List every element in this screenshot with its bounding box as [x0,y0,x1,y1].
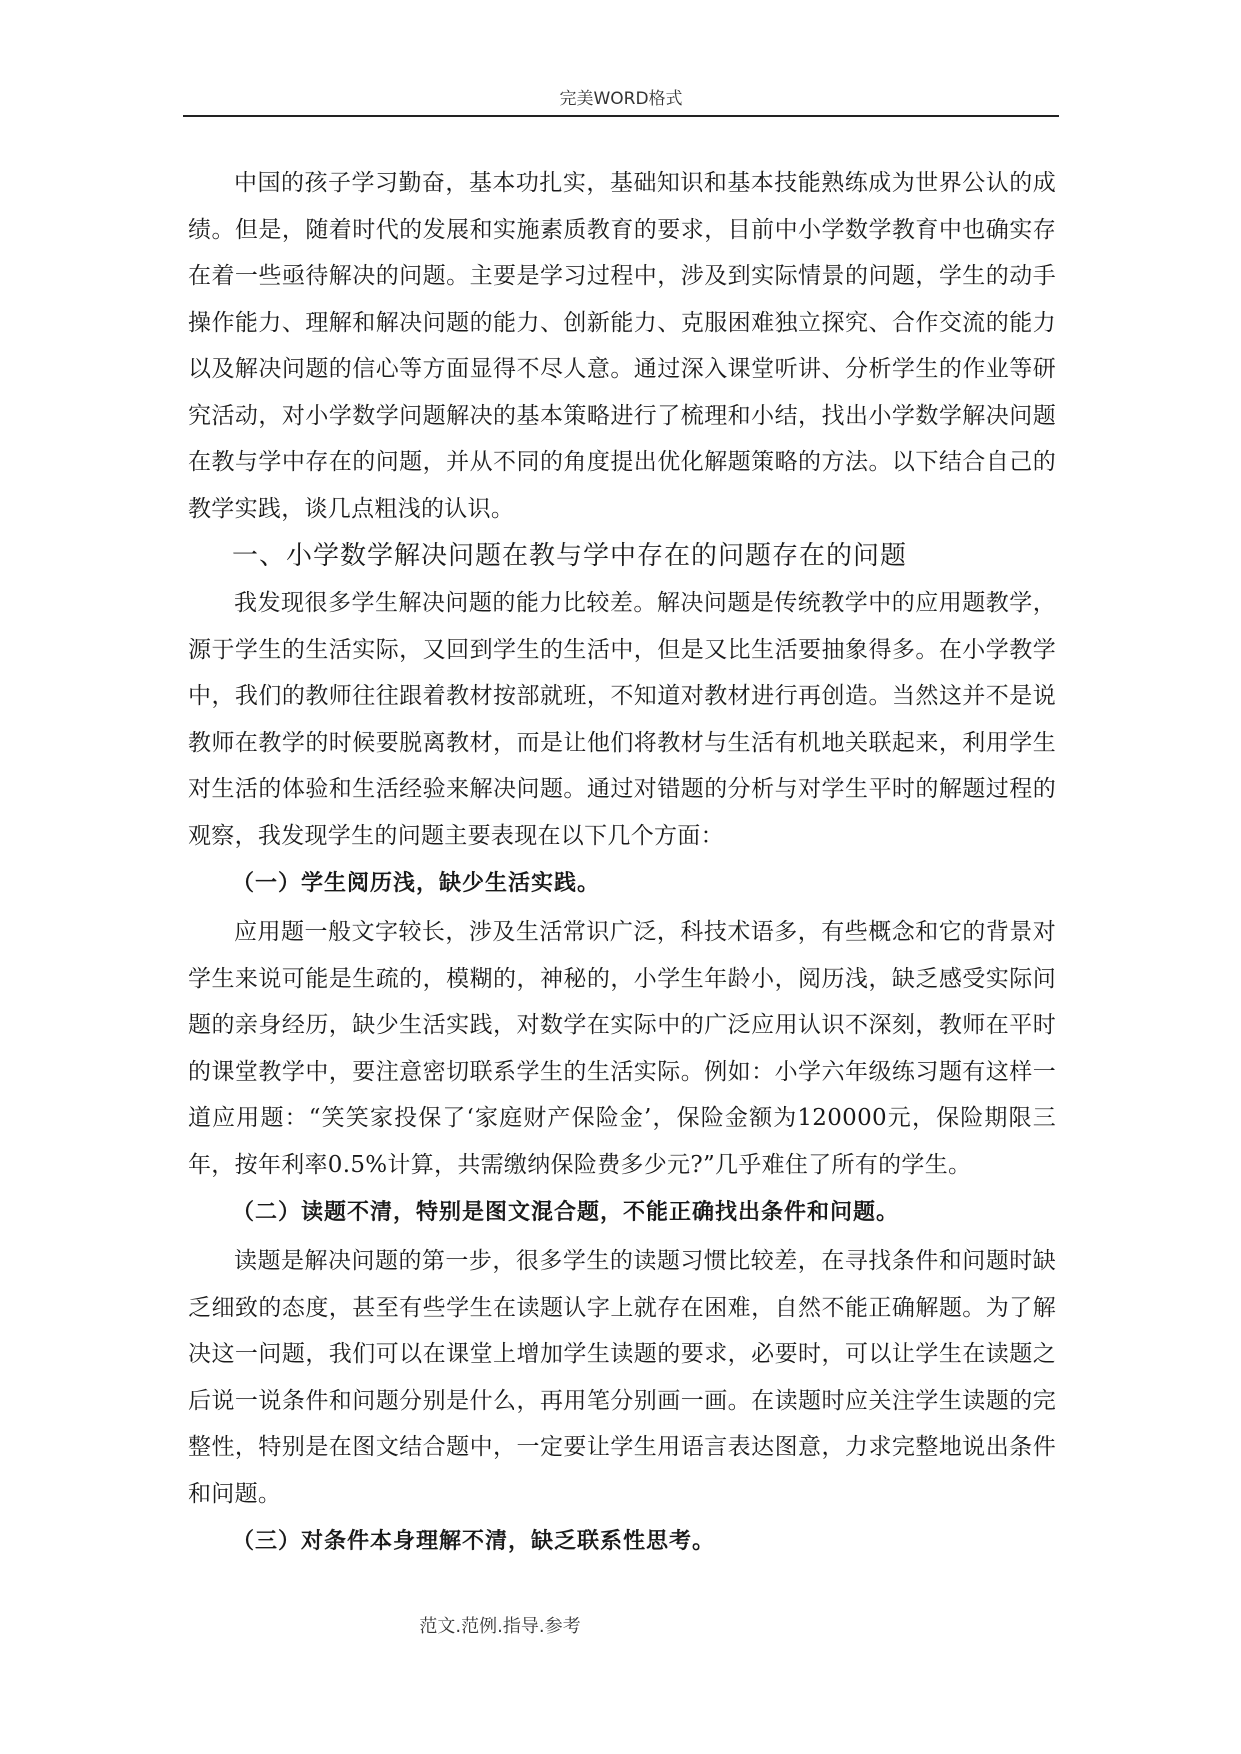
document-body [188,160,1056,1567]
page-header: 完美WORD格式 [559,89,683,109]
subsection-heading-1: （一）学生阅历浅，缺少生活实践。 [232,871,601,896]
page-footer: 范文.范例.指导.参考 [419,1616,581,1637]
subsection-paragraph-1: 应用题一般文字较长，涉及生活常识广泛，科技术语多，有些概念和它的背景对学生来说可能是生疏的，模糊的，神秘的，小学生年龄小，阅历浅，缺乏感受实际问题的亲身经历，缺少生活实践，对数学在实际中的广泛应用认识不深刻，教师在平时的课堂教学中，要注意密切联系学生的生活实际。例如：小学六年级练习题有这样一道应用题：“笑笑家投保了‘家庭财产保险金’，保险金额为120000元，保险期限三年，按年利率0.5%计算，共需缴纳保险费多少元?”几乎难住了所有的学生。 [188,919,1056,1178]
subsection-heading-2: （二）读题不清，特别是图文混合题，不能正确找出条件和问题。 [232,1200,900,1225]
header-divider [183,115,1059,117]
intro-paragraph: 中国的孩子学习勤奋，基本功扎实，基础知识和基本技能熟练成为世界公认的成绩。但是，随着时代的发展和实施素质教育的要求，目前中小学数学教育中也确实存在着一些亟待解决的问题。主要是学习过程中，涉及到实际情景的问题，学生的动手操作能力、理解和解决问题的能力、创新能力、克服困难独立探究、合作交流的能力以及解决问题的信心等方面显得不尽人意。通过深入课堂听讲、分析学生的作业等研究活动，对小学数学问题解决的基本策略进行了梳理和小结，找出小学数学解决问题在教与学中存在的问题，并从不同的角度提出优化解题策略的方法。以下结合自己的教学实践，谈几点粗浅的认识。 [188,170,1056,522]
section-paragraph: 我发现很多学生解决问题的能力比较差。解决问题是传统教学中的应用题教学，源于学生的生活实际，又回到学生的生活中，但是又比生活要抽象得多。在小学教学中，我们的教师往往跟着教材按部就班，不知道对教材进行再创造。当然这并不是说教师在教学的时候要脱离教材，而是让他们将教材与生活有机地关联起来，利用学生对生活的体验和生活经验来解决问题。通过对错题的分析与对学生平时的解题过程的观察，我发现学生的问题主要表现在以下几个方面： [188,590,1056,849]
subsection-paragraph-2: 读题是解决问题的第一步，很多学生的读题习惯比较差，在寻找条件和问题时缺乏细致的态度，甚至有些学生在读题认字上就存在困难，自然不能正确解题。为了解决这一问题，我们可以在课堂上增加学生读题的要求，必要时，可以让学生在读题之后说一说条件和问题分别是什么，再用笔分别画一画。在读题时应关注学生读题的完整性，特别是在图文结合题中，一定要让学生用语言表达图意，力求完整地说出条件和问题。 [188,1248,1056,1507]
subsection-heading-3: （三）对条件本身理解不清，缺乏联系性思考。 [232,1529,716,1554]
section-heading: 一、小学数学解决问题在教与学中存在的问题存在的问题 [232,541,908,571]
